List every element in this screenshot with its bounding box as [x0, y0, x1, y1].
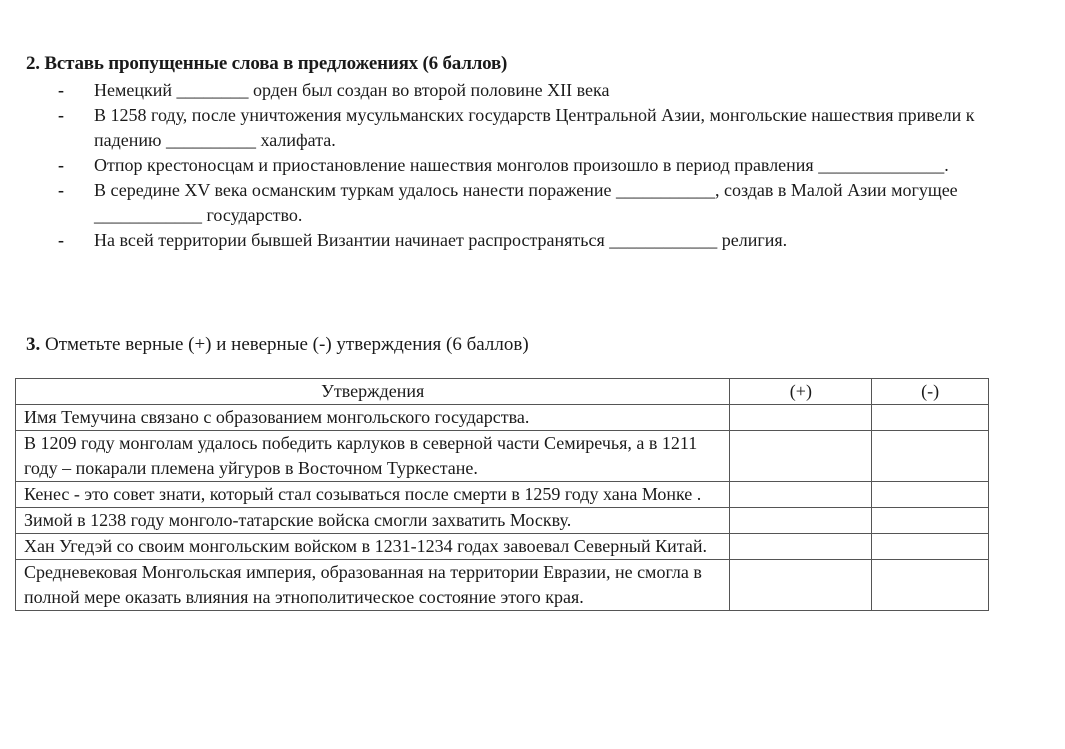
header-statements: Утверждения [16, 379, 730, 405]
list-dash: - [58, 230, 64, 250]
task2-item [58, 78, 1018, 103]
statement-cell: В 1209 году монголам удалось победить карлуков в северной части Семиречья, а в 1211 году – покарали племена уйгуров в Восточном Туркестане. [16, 431, 730, 482]
table-row [16, 482, 989, 508]
statement-cell: Имя Темучина связано с образованием монгольского государства. [16, 405, 730, 431]
table-row [16, 508, 989, 534]
list-dash: - [58, 180, 64, 200]
statement-cell: Средневековая Монгольская империя, образованная на территории Евразии, не смогла в полной мере оказать влияния на этнополитическое состояние этого края. [16, 560, 730, 611]
statement-cell: Хан Угедэй со своим монгольским войском в 1231-1234 годах завоевал Северный Китай. [16, 534, 730, 560]
header-true: (+) [730, 379, 872, 405]
true-mark-cell[interactable] [730, 405, 872, 431]
true-mark-cell[interactable] [730, 560, 872, 611]
true-mark-cell[interactable] [730, 482, 872, 508]
false-mark-cell[interactable] [872, 560, 989, 611]
statement-cell: Зимой в 1238 году монголо-татарские войска смогли захватить Москву. [16, 508, 730, 534]
task3-heading-text: Отметьте верные (+) и неверные (-) утверждения (6 баллов) [40, 334, 529, 355]
true-mark-cell[interactable] [730, 534, 872, 560]
task2-item-text: В середине XV века османским туркам удалось нанести поражение ___________, создав в Малой Азии могущее ____________ государство. [94, 180, 958, 225]
table-row [16, 405, 989, 431]
list-dash: - [58, 105, 64, 125]
task3-heading [26, 333, 529, 357]
task2-item-text: В 1258 году, после уничтожения мусульманских государств Центральной Азии, монгольские нашествия привели к падению __________ халифата. [94, 105, 975, 150]
table-header-row [16, 379, 989, 405]
true-mark-cell[interactable] [730, 431, 872, 482]
header-false: (-) [872, 379, 989, 405]
list-dash: - [58, 155, 64, 175]
false-mark-cell[interactable] [872, 534, 989, 560]
false-mark-cell[interactable] [872, 431, 989, 482]
statements-table [15, 378, 989, 611]
list-dash: - [58, 80, 64, 100]
table-row [16, 431, 989, 482]
false-mark-cell[interactable] [872, 482, 989, 508]
table-row [16, 560, 989, 611]
task2-item-text: На всей территории бывшей Византии начинает распространяться ____________ религия. [94, 230, 788, 250]
statement-cell: Кенес - это совет знати, который стал созываться после смерти в 1259 году хана Монке . [16, 482, 730, 508]
task2-item [58, 178, 1018, 228]
table-row [16, 534, 989, 560]
task2-item-text: Отпор крестоносцам и приостановление нашествия монголов произошло в период правления ______________. [94, 155, 949, 175]
task2-item [58, 153, 1018, 178]
task2-list [58, 78, 1018, 253]
true-mark-cell[interactable] [730, 508, 872, 534]
task2-item [58, 228, 1018, 253]
false-mark-cell[interactable] [872, 405, 989, 431]
task2-heading: 2. Вставь пропущенные слова в предложениях (6 баллов) [26, 53, 508, 74]
task2-item-text: Немецкий ________ орден был создан во второй половине XII века [94, 80, 610, 100]
false-mark-cell[interactable] [872, 508, 989, 534]
task2-item [58, 103, 1018, 153]
task3-number: 3. [26, 334, 41, 355]
